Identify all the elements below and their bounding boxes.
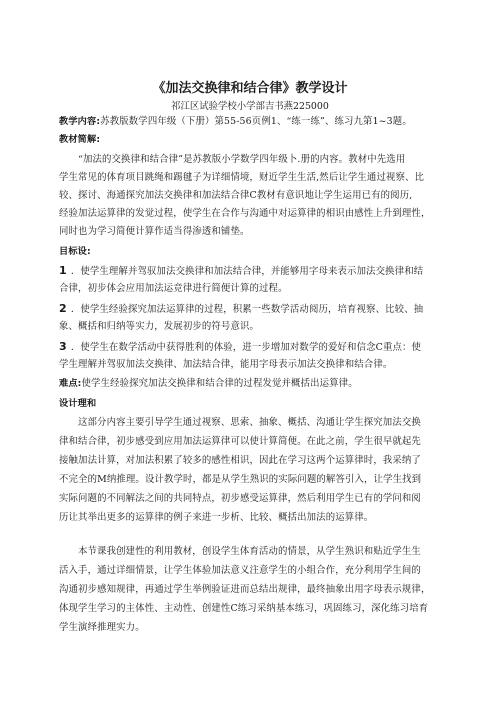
goals-heading: 目标设:	[59, 246, 91, 257]
analysis-line: 学生常见的体育项目跳绳和踢毽子为详细情境，财近学生生活,然后让学生通过视察、比	[59, 172, 425, 183]
analysis-line: 经验加法运算律的发觉过程，使学生在合作与沟通中对运算律的相识由感性上升到理性，	[59, 208, 431, 219]
concept-line: 不完全的M纳推理。设计教学时，都是从学生熟识的实际问题的解答引入，让学生找到	[59, 474, 422, 485]
concept-line: 律和结合律，初步感受到应用加法运算律可以使计算简便。在此之前，学生很早就起先	[59, 436, 421, 447]
concept-line: 这部分内容主要引导学生通过视察、思索、抽象、概括、沟通让学生探究加法交换	[78, 417, 421, 428]
content-line	[59, 113, 451, 131]
concept-line: 实际问题的不同解法之间的共同特点，初步感受运算律，然后利用学生已有的学问和阅	[59, 493, 421, 504]
analysis-heading: 教材简解:	[59, 134, 101, 145]
concept-line: 活入手，通过详细情景，让学生体验加法意义注意学生的小组合作，充分利用学生间的	[59, 565, 421, 576]
concept-line: 接触加法计算，对加法积累了较多的感性相识，因此在学习这两个运算律时，我采纳了	[59, 455, 421, 466]
analysis-line: 同时也为学习简便计算作适当得渗透和铺垫。	[59, 226, 250, 237]
goal-item	[59, 300, 451, 319]
goal-number: 1	[59, 264, 67, 277]
content-text: 苏教版数学四年级（下册）第55-56页例1、“练一练”、练习九第1~3题。	[100, 116, 412, 127]
concept-line: 体现学生学习的主体性、主动性、创建性C练习采纳基本练习，巩固练习，深化练习培育	[59, 603, 429, 614]
concept-line: 历让其举出更多的运算律的例子来进一步析、比较、概括出加法的运算律。	[59, 512, 374, 523]
goal-line: 合律，初步体会应用加法运竞律进行简便计算的过程。	[59, 283, 288, 294]
goal-item	[59, 262, 451, 281]
goal-line: ．使学生经验探究加法运算律的过程，积累一些数学活动阅历，培育视察、比较、抽	[70, 304, 424, 315]
concept-line: 沟通初步感知规律，再通过学生举例验证进而总结出规律，最终抽象出用字母表示规律，	[59, 584, 431, 595]
document-title: 《加法交换律和结合律》教学设计	[152, 81, 348, 96]
concept-line: 学生演绎推理实力。	[59, 622, 145, 633]
goal-line: 象、概括和归纳等实力，发展初步的符号意识。	[59, 321, 260, 332]
analysis-line: 较、探讨、海通探究加法交换律和加法结合律C教材有意识地让学生运用已有的阅历,	[59, 190, 413, 201]
difficulty-text: 使学生经验探究加法交换律和结合律的过程发觉并概括出运算律。	[81, 378, 358, 389]
concept-heading: 设计理和	[59, 398, 97, 409]
goal-item	[59, 338, 451, 357]
goal-line: ．使学生在数学活动中获得胜利的体验，进一步增加对数学的爱好和信念C重点：使	[70, 342, 422, 353]
goal-number: 2	[59, 302, 67, 315]
difficulty-label: 难点:	[59, 378, 82, 389]
goal-number: 3	[59, 340, 67, 353]
analysis-line: “加法的交换律和结合律”是苏教版小学数学四年级卜.册的内容。教材中先选用	[78, 154, 406, 165]
content-label: 教学内容:	[59, 116, 101, 127]
difficulty-line	[59, 375, 451, 393]
concept-line: 本节课我创建性的利用教材，创设学生体育活动的情景，从学生熟识和贴近学生生	[78, 546, 421, 557]
goal-line: ．使学生理解并驾驭加法交换律和加法结合律，并能够用字母来表示加法交换律和结	[70, 266, 424, 277]
author-line: 祁江区试验学校小学部吉书燕225000	[171, 101, 329, 112]
goal-line: 学生理解并驾驭加法交换律、加法结合律，能用字母表示加法交换律和结合律。	[59, 359, 393, 370]
